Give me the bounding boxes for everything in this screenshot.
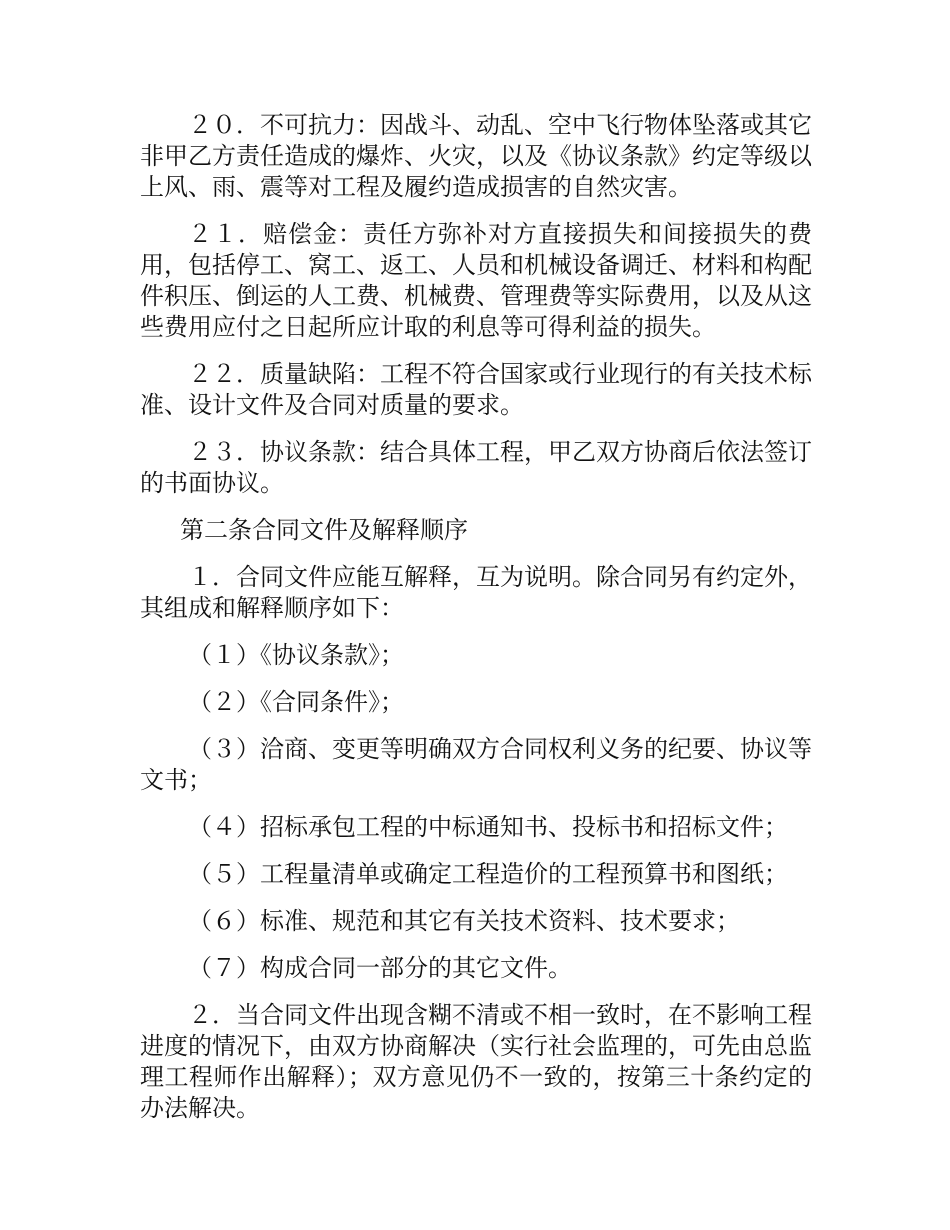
definition-compensation: ２１．赔偿金：责任方弥补对方直接损失和间接损失的费用，包括停工、窝工、返工、人员和机械设备调迁、材料和构配件积压、倒运的人工费、机械费、管理费等实际费用，以及从这些费用应付之日起所应计取的利息等可得利益的损失。 xyxy=(140,220,812,341)
list-item: （５）工程量清单或确定工程造价的工程预算书和图纸； xyxy=(188,860,788,888)
clause-2: ２．当合同文件出现含糊不清或不相一致时，在不影响工程进度的情况下，由双方协商解决（实行社会监理的，可先由总监理工程师作出解释）；双方意见仍不一致的，按第三十条约定的办法解决。 xyxy=(140,1001,812,1122)
list-item: （１）《协议条款》； xyxy=(188,641,404,669)
definition-force-majeure: ２０．不可抗力：因战斗、动乱、空中飞行物体坠落或其它非甲乙方责任造成的爆炸、火灾，以及《协议条款》约定等级以上风、雨、震等对工程及履约造成损害的自然灾害。 xyxy=(140,111,812,201)
list-item: （３）洽商、变更等明确双方合同权利义务的纪要、协议等文书； xyxy=(140,735,812,794)
document-body xyxy=(140,110,812,1140)
clause-1: １．合同文件应能互解释，互为说明。除合同另有约定外，其组成和解释顺序如下： xyxy=(140,563,812,622)
definition-quality-defect: ２２．质量缺陷：工程不符合国家或行业现行的有关技术标准、设计文件及合同对质量的要求。 xyxy=(140,360,812,419)
definition-agreement-terms: ２３．协议条款：结合具体工程，甲乙双方协商后依法签订的书面协议。 xyxy=(140,438,812,497)
list-item: （４）招标承包工程的中标通知书、投标书和招标文件； xyxy=(188,813,788,841)
section-heading: 第二条合同文件及解释顺序 xyxy=(180,516,468,544)
list-item: （７）构成合同一部分的其它文件。 xyxy=(188,954,572,982)
list-item: （２）《合同条件》； xyxy=(188,688,404,716)
list-item: （６）标准、规范和其它有关技术资料、技术要求； xyxy=(188,907,740,935)
